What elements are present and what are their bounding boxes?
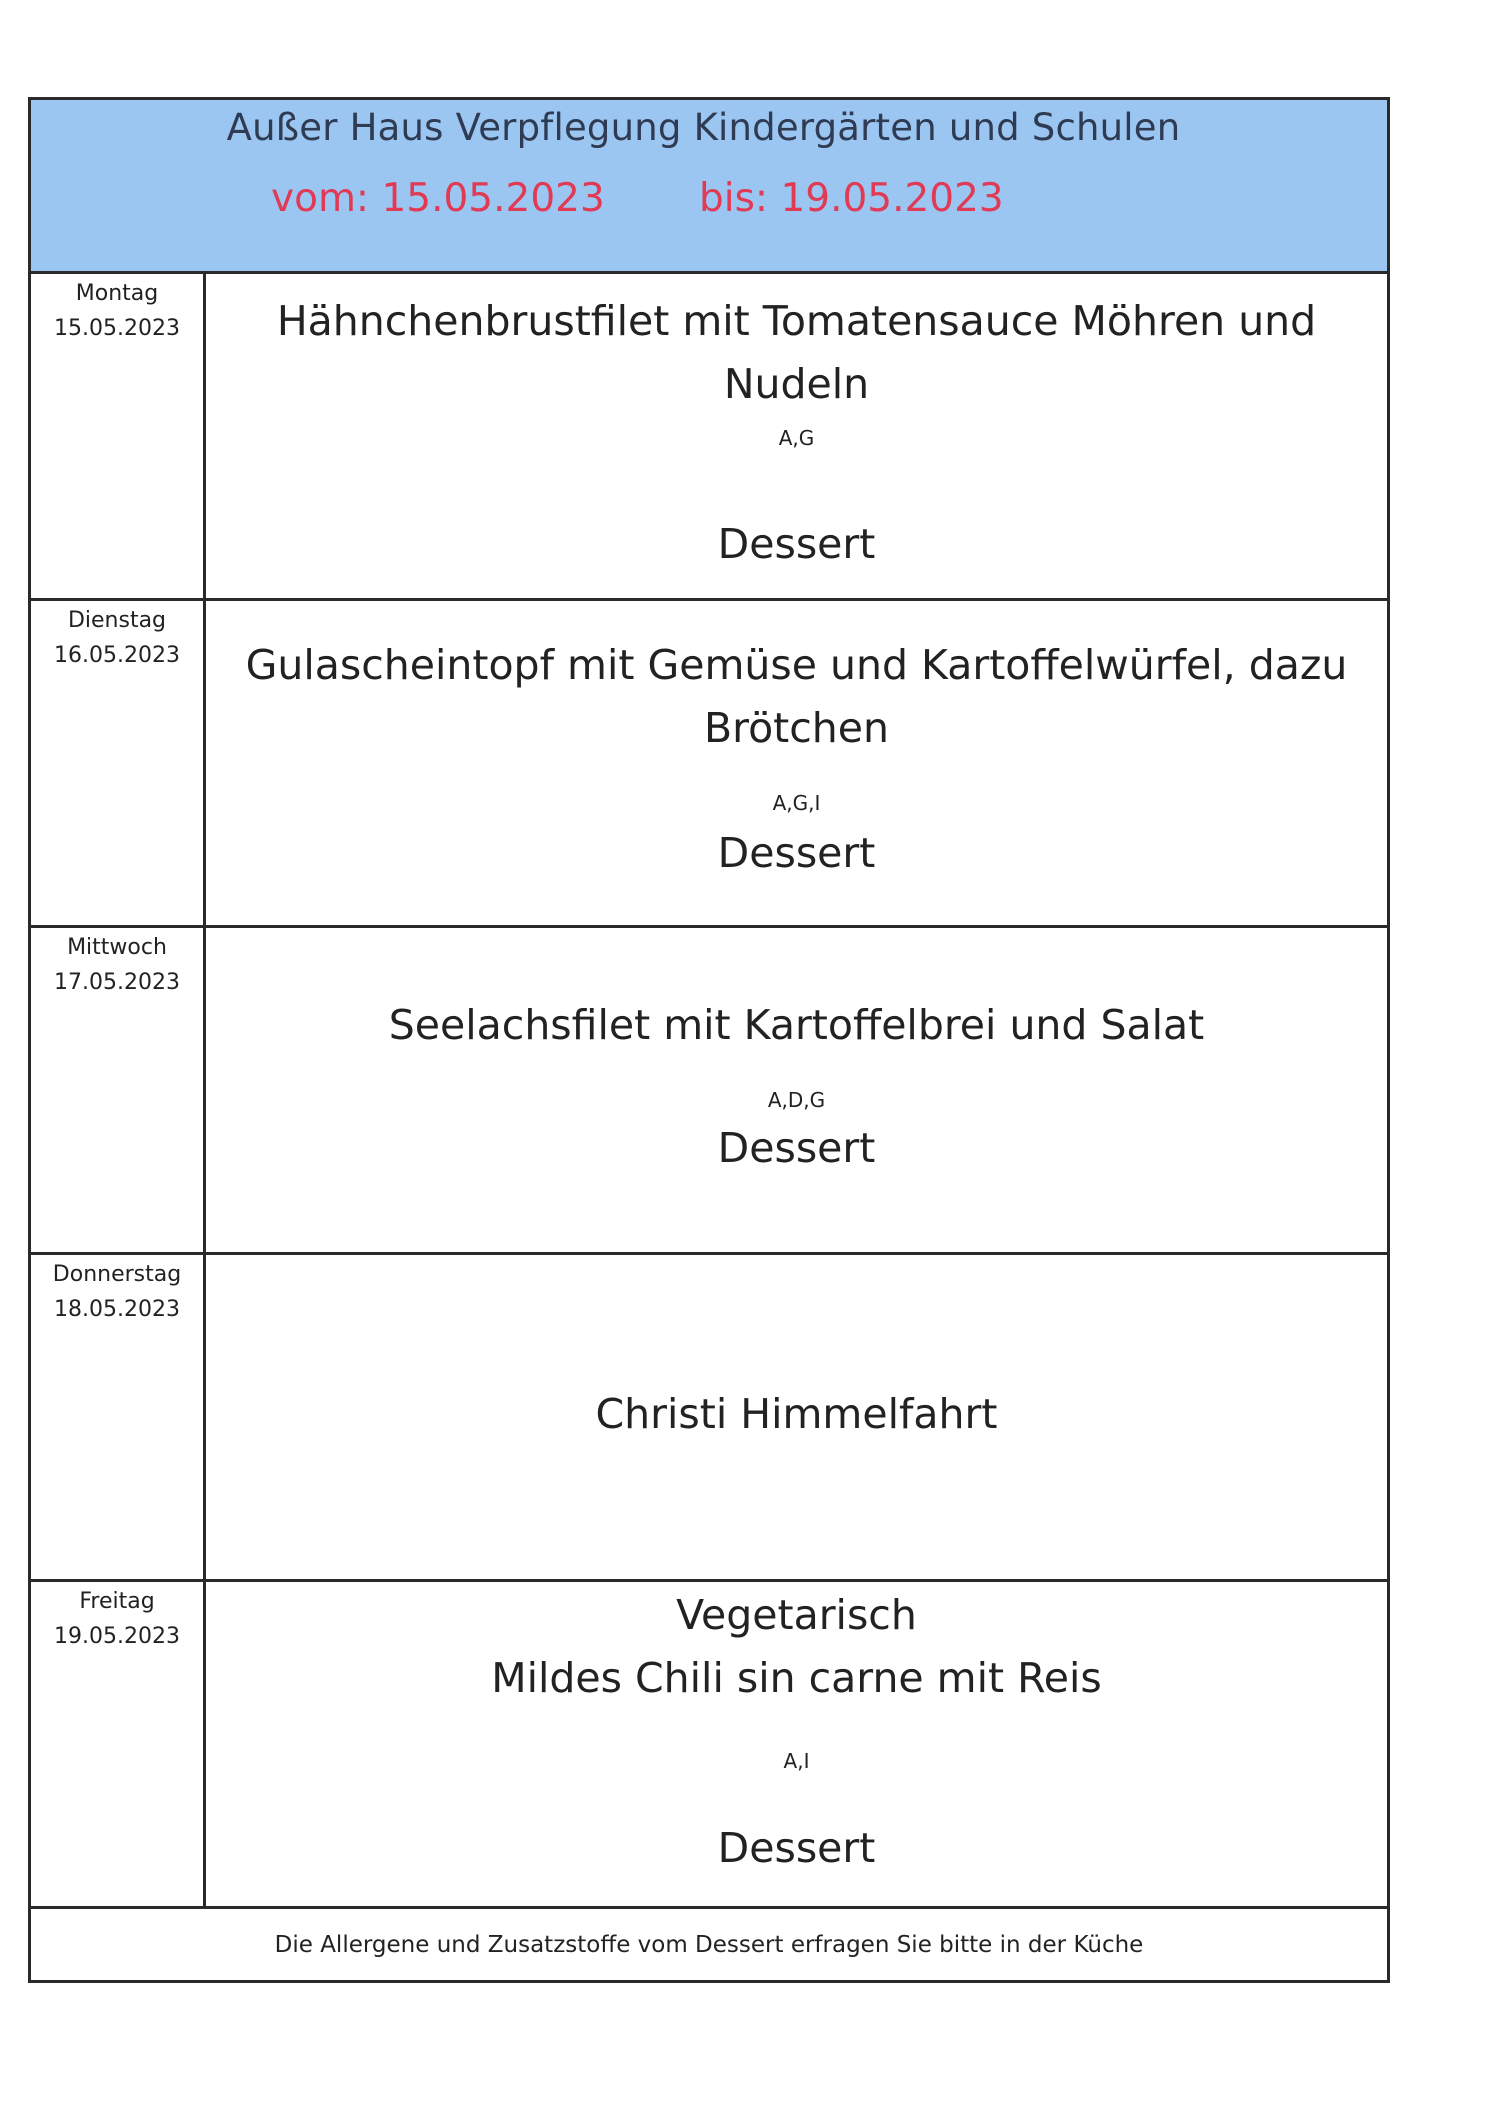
allergen-codes: A,D,G xyxy=(767,1088,826,1112)
allergen-codes: A,G xyxy=(778,426,815,450)
day-row-thursday xyxy=(31,1255,1387,1582)
day-name: Mittwoch xyxy=(67,935,167,960)
dish-category: Vegetarisch xyxy=(676,1591,917,1639)
day-cell xyxy=(31,274,206,598)
allergen-codes: A,I xyxy=(783,1749,810,1773)
dish-name: Hähnchenbrustfilet mit Tomatensauce Möhren und Nudeln xyxy=(276,297,1317,408)
meal-cell xyxy=(206,1582,1387,1906)
day-name: Dienstag xyxy=(67,608,167,633)
day-cell xyxy=(31,928,206,1252)
dessert-label: Dessert xyxy=(717,520,876,568)
day-date: 16.05.2023 xyxy=(54,643,180,668)
dish-name: Mildes Chili sin carne mit Reis xyxy=(491,1654,1102,1702)
date-from: vom: 15.05.2023 xyxy=(271,176,605,221)
day-row-wednesday xyxy=(31,928,1387,1255)
dessert-label: Dessert xyxy=(717,1824,876,1872)
meal-cell xyxy=(206,928,1387,1252)
day-cell xyxy=(31,601,206,925)
day-row-tuesday xyxy=(31,601,1387,928)
meal-cell xyxy=(206,274,1387,598)
day-name: Montag xyxy=(75,281,159,306)
day-date: 15.05.2023 xyxy=(54,316,180,341)
footer-note: Die Allergene und Zusatzstoffe vom Dessert erfragen Sie bitte in der Küche xyxy=(274,1931,1144,1958)
dessert-label: Dessert xyxy=(717,1124,876,1172)
day-cell xyxy=(31,1255,206,1579)
dish-name: Seelachsfilet mit Kartoffelbrei und Salat xyxy=(388,1001,1205,1049)
allergen-codes: A,G,I xyxy=(772,791,821,815)
menu-table xyxy=(28,97,1390,1983)
dish-name: Gulascheintopf mit Gemüse und Kartoffelwürfel, dazu Brötchen xyxy=(245,641,1348,752)
menu-title: Außer Haus Verpflegung Kindergärten und Schulen xyxy=(226,106,1181,149)
day-date: 19.05.2023 xyxy=(54,1624,180,1649)
day-row-friday xyxy=(31,1582,1387,1909)
day-name: Donnerstag xyxy=(52,1262,182,1287)
day-name: Freitag xyxy=(79,1589,155,1614)
day-date: 17.05.2023 xyxy=(54,970,180,995)
meal-cell xyxy=(206,1255,1387,1579)
dish-name: Christi Himmelfahrt xyxy=(595,1390,998,1438)
meal-cell xyxy=(206,601,1387,925)
dessert-label: Dessert xyxy=(717,829,876,877)
menu-header xyxy=(31,100,1387,274)
day-cell xyxy=(31,1582,206,1906)
day-date: 18.05.2023 xyxy=(54,1297,180,1322)
date-to: bis: 19.05.2023 xyxy=(699,176,1004,221)
day-row-monday xyxy=(31,274,1387,601)
